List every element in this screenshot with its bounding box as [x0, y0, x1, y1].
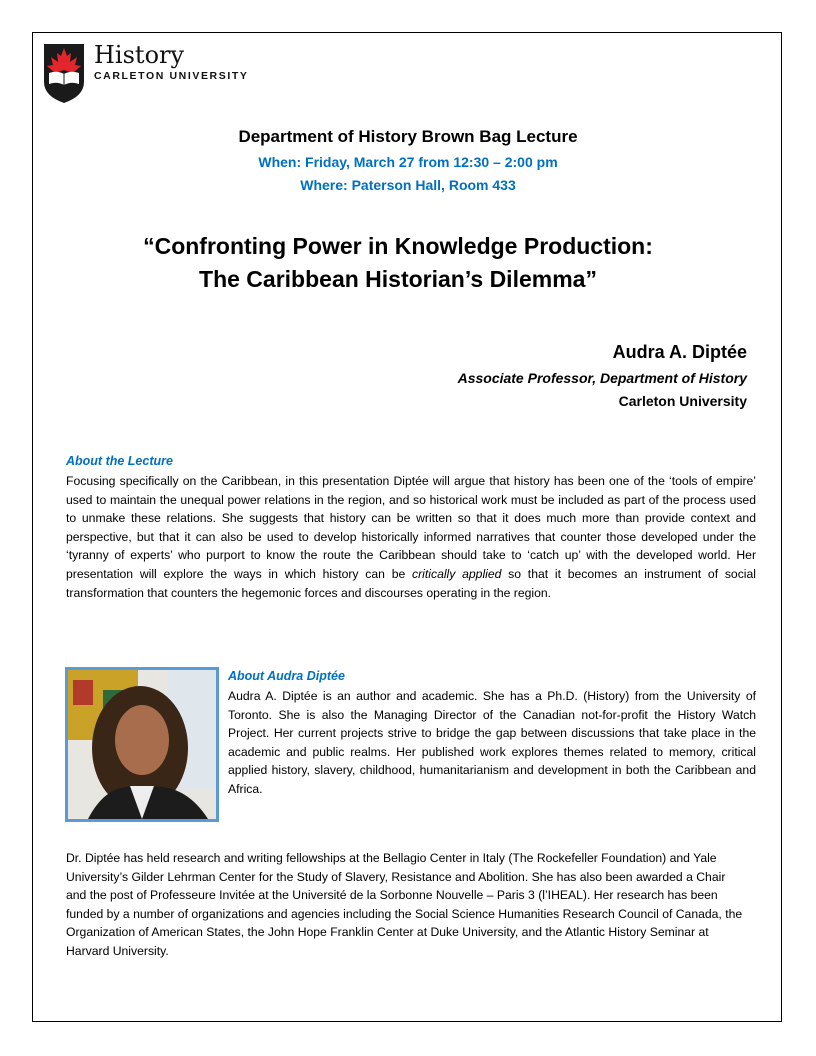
logo-subtitle: CARLETON UNIVERSITY [94, 70, 249, 82]
event-where: Where: Paterson Hall, Room 433 [300, 177, 516, 193]
speaker-name: Audra A. Diptée [612, 342, 747, 362]
speaker-institution: Carleton University [618, 393, 747, 409]
about-lecture-italic: critically applied [412, 566, 502, 581]
speaker-role: Associate Professor, Department of History [457, 370, 747, 386]
lecture-title [0, 230, 806, 296]
history-carleton-logo [42, 42, 248, 104]
logo-title: History [94, 41, 185, 69]
speaker-photo [65, 667, 219, 822]
speaker-fellowships: Dr. Diptée has held research and writing fellowships at the Bellagio Center in Italy (The Rockefeller Foundation) and Yale University’s Gilder Lehrman Center for the Study of Slavery, Resistance and Abolition. She has also been awarded a Chair and the post of Professeure Invitée at the Université de la Sorbonne Nouvelle – Paris 3 (l’IHEAL). Her research has been funded by a number of organizations and agencies including the Social Science Humanities Research Council of Canada, the Organization of American States, the John Hope Franklin Center at Duke University, and the Atlantic History Seminar at Harvard University. [66, 851, 743, 958]
event-when: When: Friday, March 27 from 12:30 – 2:00 pm [258, 154, 558, 170]
about-lecture-text [66, 472, 756, 602]
lecture-title-line1: “Confronting Power in Knowledge Production: [143, 233, 653, 259]
event-heading: Department of History Brown Bag Lecture [238, 127, 578, 146]
maple-leaf-shield-icon [42, 42, 86, 104]
about-lecture-text-part1: Focusing specifically on the Caribbean, in this presentation Diptée will argue that history has been one of the ‘tools of empire’ used to maintain the unequal power relations in the region, and so historical work must be included as part of the process used to unmake these relations. She suggests that history can be written so that it does much more than provide context and perspective, but that it can also be used to develop historically informed narratives that counter those developed under the ‘tyranny of experts’ who purport to know the route the Caribbean should take to ‘catch up’ with the developed world. Her presentation will explore the ways in which history can be [66, 474, 756, 581]
about-speaker-heading: About Audra Diptée [228, 669, 345, 683]
about-lecture-heading: About the Lecture [66, 454, 173, 468]
speaker-bio: Audra A. Diptée is an author and academic. She has a Ph.D. (History) from the University of Toronto. She is also the Managing Director of the Canadian not-for-profit the History Watch Project. Her current projects strive to bridge the gap between discussions that take place in the academic and public realms. Her published work explores themes related to memory, critical applied history, slavery, childhood, humanitarianism and development in both the Caribbean and Africa. [228, 689, 756, 796]
lecture-title-line2: The Caribbean Historian’s Dilemma” [199, 266, 597, 292]
about-lecture-text-part2: so that it becomes an instrument of social transformation that counters the hegemonic forces and discourses operating in the region. [66, 566, 757, 600]
